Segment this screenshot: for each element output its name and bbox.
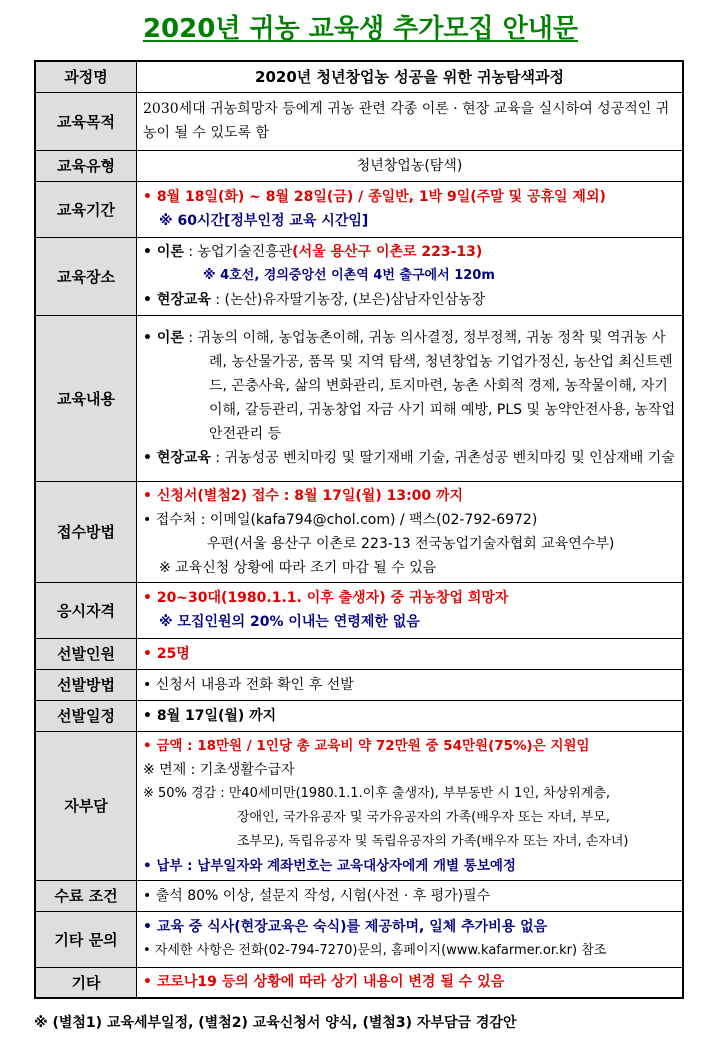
row-fee [35, 731, 683, 880]
label-quota: 선발인원 [35, 638, 137, 669]
apply-line-4: ※ 교육신청 상황에 따라 조기 마감 될 수 있음 [159, 559, 437, 576]
value-purpose: 2030세대 귀농희망자 등에게 귀농 관련 각종 이론 · 현장 교육을 실시하여 성공적인 귀농이 될 수 있도록 함 [137, 92, 684, 150]
place-field-line [143, 288, 676, 312]
label-type: 교육유형 [35, 150, 137, 181]
inquiry-line-1: • 교육 중 식사(현장교육은 숙식)를 제공하며, 일체 추가비용 없음 [143, 919, 548, 935]
row-inquiry [35, 911, 683, 967]
inquiry-line-2: • 자세한 사항은 전화(02-794-7270)문의, 홈페이지(www.kafarmer.or.kr) 참조 [143, 943, 607, 958]
fee-line-2: ※ 면제 : 기초생활수급자 [143, 761, 295, 778]
fee-line-3: ※ 50% 경감 : 만40세미만(1980.1.1.이후 출생자), 부부동반 시 1인, 차상위계층, [143, 785, 611, 801]
label-schedule: 선발일정 [35, 700, 137, 731]
attachment-note: ※ (별첨1) 교육세부일정, (별첨2) 교육신청서 양식, (별첨3) 자부담금 경감안 [34, 1015, 517, 1031]
label-place: 교육장소 [35, 237, 137, 315]
place-theory-address: (서울 용산구 이촌로 223-13) [292, 244, 483, 260]
row-etc [35, 967, 683, 998]
eligibility-line-2: ※ 모집인원의 20% 이내는 연령제한 없음 [159, 614, 420, 630]
page-title-wrap [0, 8, 721, 45]
place-field-prefix: • 현장교육 [143, 292, 211, 308]
content-theory-text: : 귀농의 이해, 농업농촌이해, 귀농 의사결정, 정부정책, 귀농 정착 및 역귀농 사례, 농산물가공, 품목 및 지역 탐색, 청년창업농 기업가정신, 농산업 최신트렌드, 곤충사육, 삶의 변화관리, 토지마련, 농촌 사회적 경제, 농작물이해, 자기이해, 갈등관리, 귀농창업 자금 사기 피해 예방, PLS 및 농약안전사용, 농작업 안전관리 등 [183, 330, 676, 442]
place-subway-line: ※ 4호선, 경의중앙선 이촌역 4번 출구에서 120m [203, 268, 495, 283]
label-course: 과정명 [35, 61, 137, 92]
label-apply: 접수방법 [35, 481, 137, 582]
fee-line-6: • 납부 : 납부일자와 계좌번호는 교육대상자에게 개별 통보예정 [143, 857, 516, 874]
row-schedule [35, 700, 683, 731]
apply-line-1: • 신청서(별첨2) 접수 : 8월 17일(월) 13:00 까지 [143, 487, 464, 504]
place-theory-prefix: • 이론 [143, 244, 184, 260]
content-field-prefix: • 현장교육 [143, 450, 211, 466]
place-field-text: : (논산)유자딸기농장, (보은)삼남자인삼농장 [210, 292, 486, 308]
row-eligibility [35, 582, 683, 638]
row-place [35, 237, 683, 315]
content-field-text: : 귀농성공 벤치마킹 및 딸기재배 기술, 귀촌성공 벤치마킹 및 인삼재배 기술 [210, 450, 675, 466]
value-inquiry [137, 911, 684, 967]
content-theory [143, 326, 676, 446]
value-place [137, 237, 684, 315]
period-line-1: • 8월 18일(화) ~ 8월 28일(금) / 종일반, 1박 9일(주말 및 공휴일 제외) [143, 189, 606, 205]
content-field [143, 446, 676, 470]
label-fee: 자부담 [35, 731, 137, 880]
row-completion [35, 880, 683, 911]
value-course: 2020년 청년창업농 성공을 위한 귀농탐색과정 [137, 61, 684, 92]
row-type [35, 150, 683, 181]
info-table [34, 60, 684, 999]
row-purpose [35, 92, 683, 150]
value-etc: • 코로나19 등의 상황에 따라 상기 내용이 변경 될 수 있음 [137, 967, 684, 998]
label-etc: 기타 [35, 967, 137, 998]
page-title: 2020년 귀농 교육생 추가모집 안내문 [142, 14, 579, 44]
label-eligibility: 응시자격 [35, 582, 137, 638]
value-period [137, 181, 684, 237]
value-eligibility [137, 582, 684, 638]
label-inquiry: 기타 문의 [35, 911, 137, 967]
row-content [35, 315, 683, 481]
row-quota [35, 638, 683, 669]
eligibility-line-1: • 20~30대(1980.1.1. 이후 출생자) 중 귀농창업 희망자 [143, 590, 509, 606]
fee-line-5: 조부모), 독립유공자 및 독립유공자의 가족(배우자 또는 자녀, 손자녀) [237, 833, 629, 849]
value-apply [137, 481, 684, 582]
value-type: 청년창업농(탐색) [137, 150, 684, 181]
content-theory-prefix: • 이론 [143, 330, 184, 346]
period-line-2: ※ 60시간[정부인정 교육 시간임] [159, 213, 369, 229]
label-content: 교육내용 [35, 315, 137, 481]
fee-line-4: 장애인, 국가유공자 및 국가유공자의 가족(배우자 또는 자녀, 부모, [237, 809, 610, 825]
row-method [35, 669, 683, 700]
value-schedule: • 8월 17일(월) 까지 [137, 700, 684, 731]
label-purpose: 교육목적 [35, 92, 137, 150]
label-method: 선발방법 [35, 669, 137, 700]
value-completion: • 출석 80% 이상, 설문지 작성, 시험(사전 · 후 평가)필수 [137, 880, 684, 911]
value-content [137, 315, 684, 481]
apply-line-3: 우편(서울 용산구 이촌로 223-13 전국농업기술자협회 교육연수부) [207, 535, 615, 552]
value-fee [137, 731, 684, 880]
apply-line-2: • 접수처 : 이메일(kafa794@chol.com) / 팩스(02-792-6972) [143, 511, 538, 528]
value-method: • 신청서 내용과 전화 확인 후 선발 [137, 669, 684, 700]
value-quota: • 25명 [137, 638, 684, 669]
row-period [35, 181, 683, 237]
label-completion: 수료 조건 [35, 880, 137, 911]
place-theory-line [143, 240, 676, 264]
place-theory-mid: : 농업기술진흥관 [183, 244, 293, 260]
label-period: 교육기간 [35, 181, 137, 237]
row-apply [35, 481, 683, 582]
row-course [35, 61, 683, 92]
fee-line-1: • 금액 : 18만원 / 1인당 총 교육비 약 72만원 중 54만원(75%)은 지원임 [143, 737, 590, 754]
